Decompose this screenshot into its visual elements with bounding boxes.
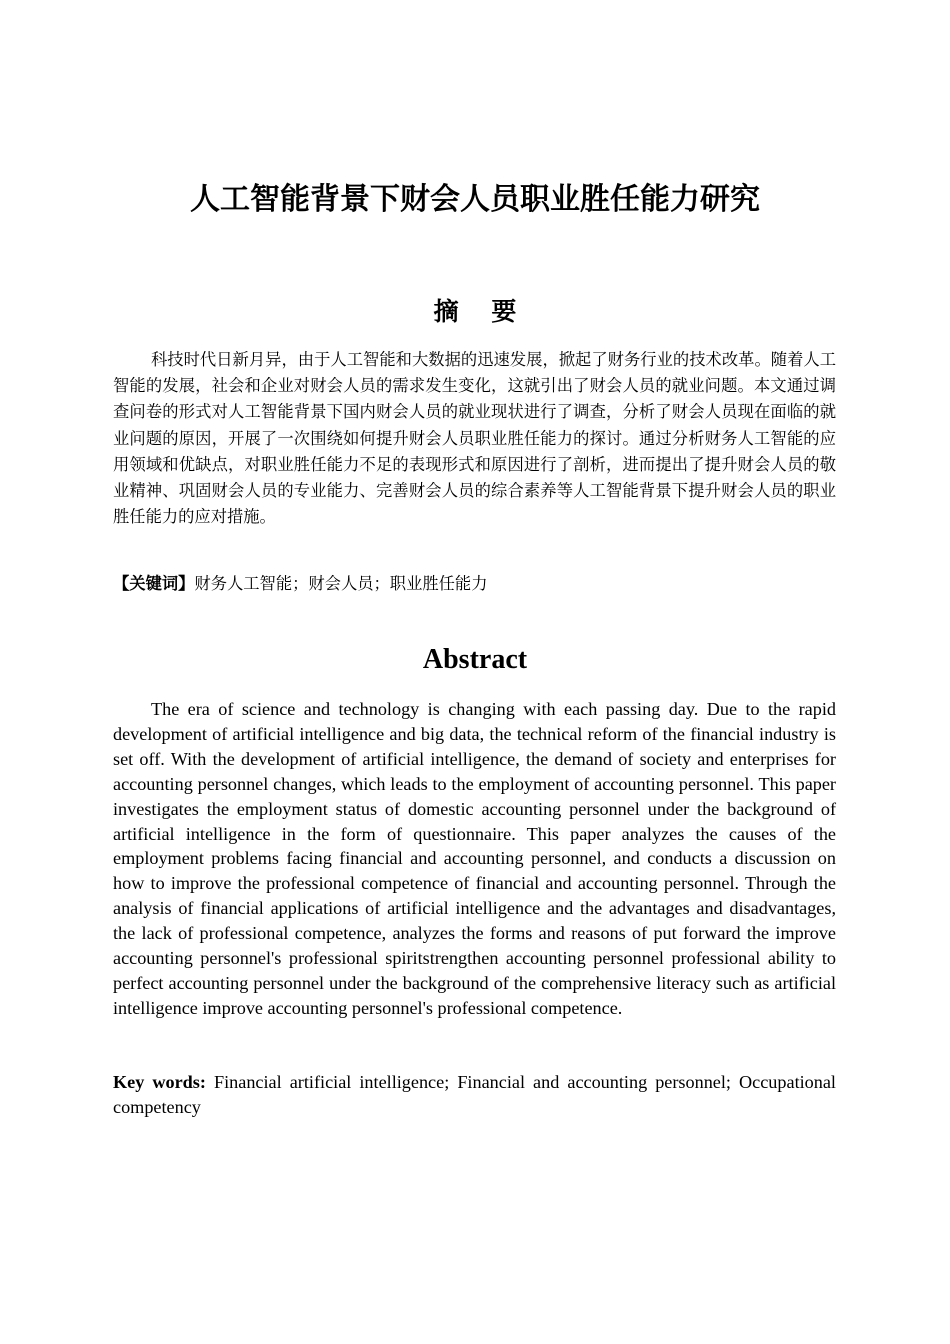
chinese-keywords-label: 【关键词】 bbox=[113, 574, 195, 593]
chinese-abstract-heading: 摘 要 bbox=[433, 297, 529, 326]
chinese-keywords bbox=[113, 571, 836, 597]
english-keywords bbox=[113, 1070, 836, 1120]
english-abstract-heading: Abstract bbox=[422, 644, 528, 675]
chinese-abstract-body: 科技时代日新月异，由于人工智能和大数据的迅速发展，掀起了财务行业的技术改革。随着人工智能的发展，社会和企业对财会人员的需求发生变化，这就引出了财会人员的就业问题。本文通过调查问卷的形式对人工智能背景下国内财会人员的就业现状进行了调查，分析了财会人员现在面临的就业问题的原因，开展了一次围绕如何提升财会人员职业胜任能力的探讨。通过分析财务人工智能的应用领域和优缺点，对职业胜任能力不足的表现形式和原因进行了剖析，进而提出了提升财会人员的敬业精神、巩固财会人员的专业能力、完善财会人员的综合素养等人工智能背景下提升财会人员的职业胜任能力的应对措施。 bbox=[113, 350, 836, 527]
chinese-keywords-text: 财务人工智能；财会人员；职业胜任能力 bbox=[194, 574, 488, 593]
english-keywords-label: Key words: bbox=[113, 1072, 206, 1092]
english-abstract-body: The era of science and technology is changing with each passing day. Due to the rapid development of artificial intelligence and big data, the technical reform of the financial industry is set off. With the development of artificial intelligence, the demand of society and enterprises for accounting personnel changes, which leads to the employment of accounting personnel. This paper investigates the employment status of domestic accounting personnel under the background of artificial intelligence in the form of questionnaire. This paper analyzes the causes of the employment problems facing financial and accounting personnel, and conducts a discussion on how to improve the professional competence of financial and accounting personnel. Through the analysis of financial applications of artificial intelligence and the advantages and disadvantages, the lack of professional competence, analyzes the forms and reasons of put forward the improve accounting personnel's professional spiritstrengthen accounting personnel professional ability to perfect accounting personnel under the background of the comprehensive literacy such as artificial intelligence improve accounting personnel's professional competence. bbox=[113, 699, 836, 1018]
english-keywords-text: Financial artificial intelligence; Financial and accounting personnel; Occupational competency bbox=[113, 1072, 836, 1117]
paper-title: 人工智能背景下财会人员职业胜任能力研究 bbox=[190, 182, 760, 217]
